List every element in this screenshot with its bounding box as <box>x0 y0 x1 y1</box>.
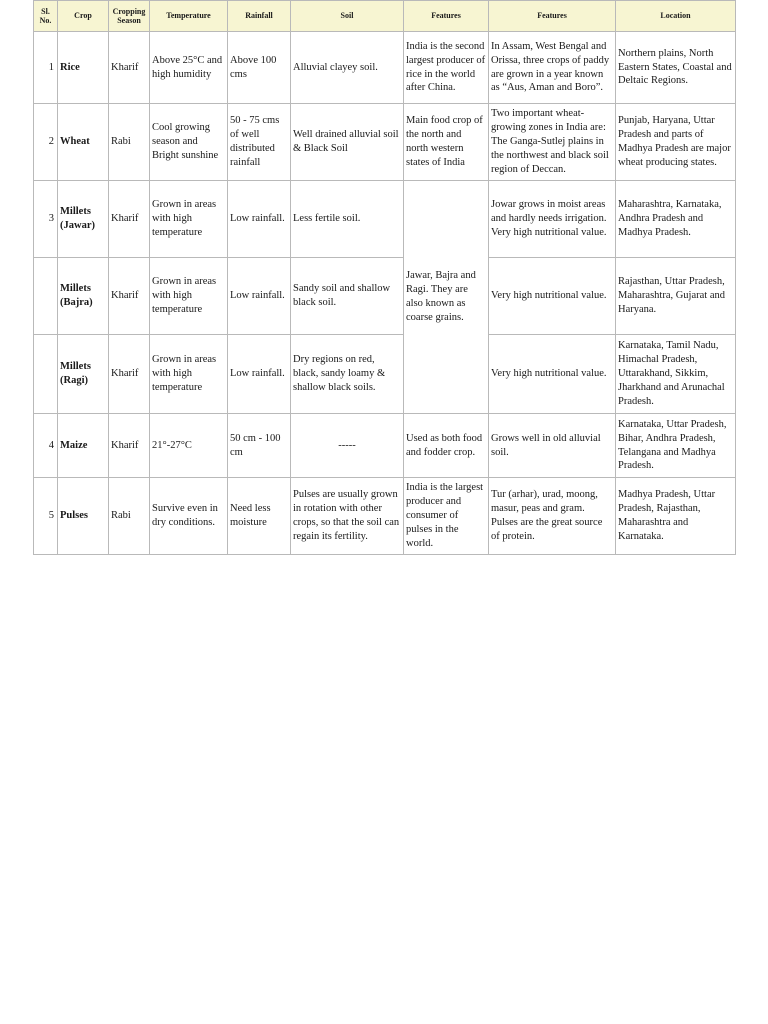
cell-sl-no <box>34 258 58 335</box>
cell-temperature: Above 25°C and high humidity <box>150 32 228 104</box>
cell-features-2: Tur (arhar), urad, moong, masur, peas and gram. Pulses are the great source of protein. <box>489 478 616 555</box>
header-features: Features <box>404 1 489 32</box>
table-row-maize <box>34 414 736 478</box>
cell-soil: Pulses are usually grown in rotation with other crops, so that the soil can regain its fertility. <box>291 478 404 555</box>
cell-season: Kharif <box>109 414 150 478</box>
table-row-millets-bajra <box>34 258 736 335</box>
header-location: Location <box>616 1 736 32</box>
header-sl-no: Sl. No. <box>34 1 58 32</box>
cell-sl-no: 1 <box>34 32 58 104</box>
cell-features: India is the second largest producer of rice in the world after China. <box>404 32 489 104</box>
table-row-wheat <box>34 104 736 181</box>
table-header <box>34 1 736 32</box>
cell-features-2: Grows well in old alluvial soil. <box>489 414 616 478</box>
cell-season: Rabi <box>109 104 150 181</box>
table-row-millets-ragi <box>34 335 736 414</box>
cell-features: India is the largest producer and consumer of pulses in the world. <box>404 478 489 555</box>
cell-sl-no: 3 <box>34 181 58 258</box>
cell-soil: Less fertile soil. <box>291 181 404 258</box>
cell-soil: Alluvial clayey soil. <box>291 32 404 104</box>
cell-season: Kharif <box>109 32 150 104</box>
crop-table <box>33 0 736 555</box>
cell-soil: ----- <box>291 414 404 478</box>
cell-features-2: In Assam, West Bengal and Orissa, three crops of paddy are grown in a year known as “Aus, Aman and Boro”. <box>489 32 616 104</box>
cell-temperature: Grown in areas with high temperature <box>150 181 228 258</box>
cell-temperature: Grown in areas with high temperature <box>150 335 228 414</box>
cell-rainfall: Low rainfall. <box>228 181 291 258</box>
cell-sl-no <box>34 335 58 414</box>
header-soil: Soil <box>291 1 404 32</box>
cell-sl-no: 2 <box>34 104 58 181</box>
cell-features: Main food crop of the north and north western states of India <box>404 104 489 181</box>
cell-crop: Pulses <box>58 478 109 555</box>
cell-features-millets: Jawar, Bajra and Ragi. They are also known as coarse grains. <box>404 181 489 414</box>
cell-rainfall: Low rainfall. <box>228 258 291 335</box>
cell-temperature: Cool growing season and Bright sunshine <box>150 104 228 181</box>
table-row-millets-jawar <box>34 181 736 258</box>
cell-sl-no: 4 <box>34 414 58 478</box>
cell-crop: Millets (Ragi) <box>58 335 109 414</box>
cell-features-2: Two important wheat-growing zones in India are: The Ganga-Sutlej plains in the northwest and black soil region of Deccan. <box>489 104 616 181</box>
cell-features: Used as both food and fodder crop. <box>404 414 489 478</box>
cell-crop: Maize <box>58 414 109 478</box>
table-row-pulses <box>34 478 736 555</box>
cell-features-2: Jowar grows in moist areas and hardly needs irrigation. Very high nutritional value. <box>489 181 616 258</box>
cell-crop: Wheat <box>58 104 109 181</box>
cell-rainfall: 50 cm - 100 cm <box>228 414 291 478</box>
cell-location: Karnataka, Tamil Nadu, Himachal Pradesh, Uttarakhand, Sikkim, Jharkhand and Arunachal Pradesh. <box>616 335 736 414</box>
header-rainfall: Rainfall <box>228 1 291 32</box>
cell-crop: Rice <box>58 32 109 104</box>
cell-rainfall: Need less moisture <box>228 478 291 555</box>
cell-crop: Millets (Bajra) <box>58 258 109 335</box>
cell-features-2: Very high nutritional value. <box>489 258 616 335</box>
table-body <box>34 32 736 555</box>
header-cropping-season: Cropping Season <box>109 1 150 32</box>
cell-location: Northern plains, North Eastern States, Coastal and Deltaic Regions. <box>616 32 736 104</box>
cell-location: Maharashtra, Karnataka, Andhra Pradesh and Madhya Pradesh. <box>616 181 736 258</box>
header-row <box>34 1 736 32</box>
cell-rainfall: Low rainfall. <box>228 335 291 414</box>
cell-soil: Dry regions on red, black, sandy loamy & shallow black soils. <box>291 335 404 414</box>
table-row-rice <box>34 32 736 104</box>
cell-features-2: Very high nutritional value. <box>489 335 616 414</box>
header-crop: Crop <box>58 1 109 32</box>
cell-location: Madhya Pradesh, Uttar Pradesh, Rajasthan, Maharashtra and Karnataka. <box>616 478 736 555</box>
cell-season: Kharif <box>109 258 150 335</box>
cell-location: Punjab, Haryana, Uttar Pradesh and parts of Madhya Pradesh are major wheat producing states. <box>616 104 736 181</box>
cell-season: Kharif <box>109 335 150 414</box>
cell-rainfall: Above 100 cms <box>228 32 291 104</box>
cell-location: Rajasthan, Uttar Pradesh, Maharashtra, Gujarat and Haryana. <box>616 258 736 335</box>
cell-temperature: Grown in areas with high temperature <box>150 258 228 335</box>
cell-temperature: 21°-27°C <box>150 414 228 478</box>
header-temperature: Temperature <box>150 1 228 32</box>
cell-crop: Millets (Jawar) <box>58 181 109 258</box>
cell-soil: Sandy soil and shallow black soil. <box>291 258 404 335</box>
cell-season: Kharif <box>109 181 150 258</box>
cell-season: Rabi <box>109 478 150 555</box>
cell-temperature: Survive even in dry conditions. <box>150 478 228 555</box>
cell-sl-no: 5 <box>34 478 58 555</box>
header-features-2: Features <box>489 1 616 32</box>
cell-location: Karnataka, Uttar Pradesh, Bihar, Andhra Pradesh, Telangana and Madhya Pradesh. <box>616 414 736 478</box>
cell-rainfall: 50 - 75 cms of well distributed rainfall <box>228 104 291 181</box>
cell-soil: Well drained alluvial soil & Black Soil <box>291 104 404 181</box>
